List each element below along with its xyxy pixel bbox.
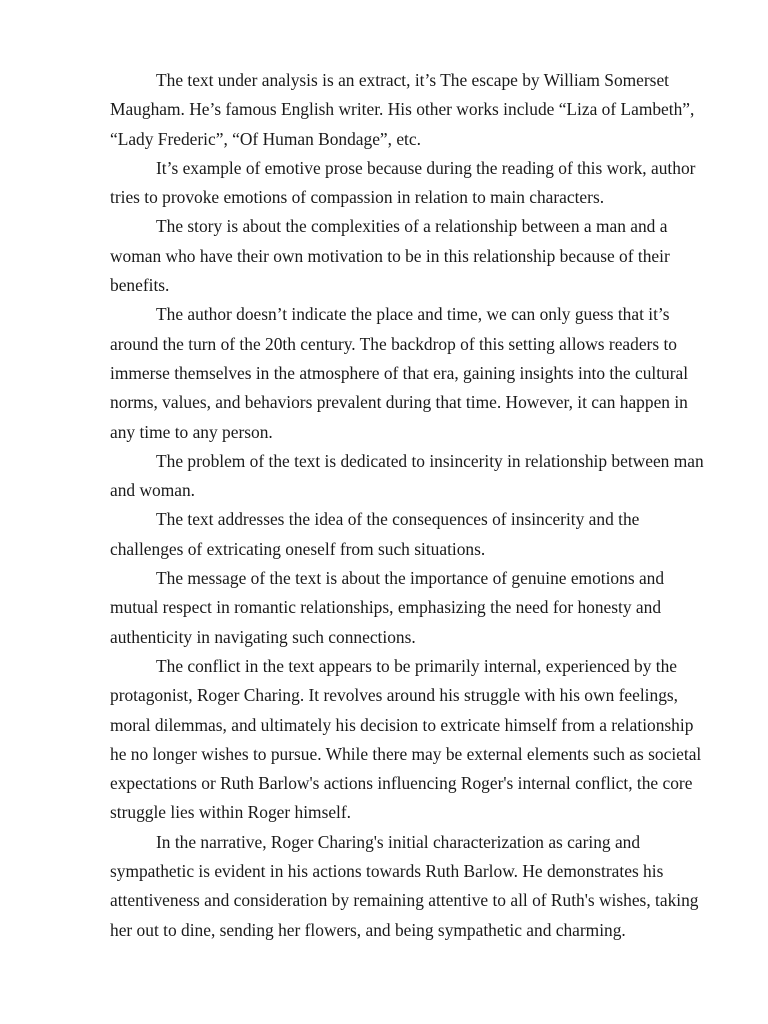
paragraph-story: The story is about the complexities of a relationship between a man and a woman who have their own motivation to be in this relationship because of their benefits. <box>110 216 670 296</box>
paragraph-intro: The text under analysis is an extract, it’s The escape by William Somerset Maugham. He’s famous English writer. His other works include “Liza of Lambeth”, “Lady Frederic”, “Of Human Bondage”, etc. <box>110 70 695 149</box>
paragraph-setting: The author doesn’t indicate the place and time, we can only guess that it’s around the turn of the 20th century. The backdrop of this setting allows readers to immerse themselves in the atmosphere of that era, gaining insights into the cultural norms, values, and behaviors prevalent during that time. However, it can happen in any time to any person. <box>110 304 689 442</box>
paragraph-characterization: In the narrative, Roger Charing's initial characterization as caring and sympathetic is evident in his actions towards Ruth Barlow. He demonstrates his attentiveness and consideration by remaining attentive to all of Ruth's wishes, taking her out to dine, sending her flowers, and being sympathetic and charming. <box>110 831 699 940</box>
document-body <box>110 66 710 945</box>
paragraph-message: The message of the text is about the importance of genuine emotions and mutual respect in romantic relationships, emphasizing the need for honesty and authenticity in navigating such connections. <box>110 568 665 647</box>
paragraph-conflict: The conflict in the text appears to be primarily internal, experienced by the protagonist, Roger Charing. It revolves around his struggle with his own feelings, moral dilemmas, and ultimately his decision to extricate himself from a relationship he no longer wishes to pursue. While there may be external elements such as societal expectations or Ruth Barlow's actions influencing Roger's internal conflict, the core struggle lies within Roger himself. <box>110 655 702 823</box>
paragraph-idea: The text addresses the idea of the consequences of insincerity and the challenges of extricating oneself from such situations. <box>110 509 640 559</box>
paragraph-prose-type: It’s example of emotive prose because during the reading of this work, author tries to provoke emotions of compassion in relation to main characters. <box>110 157 696 208</box>
paragraph-problem: The problem of the text is dedicated to insincerity in relationship between man and woman. <box>110 450 704 501</box>
